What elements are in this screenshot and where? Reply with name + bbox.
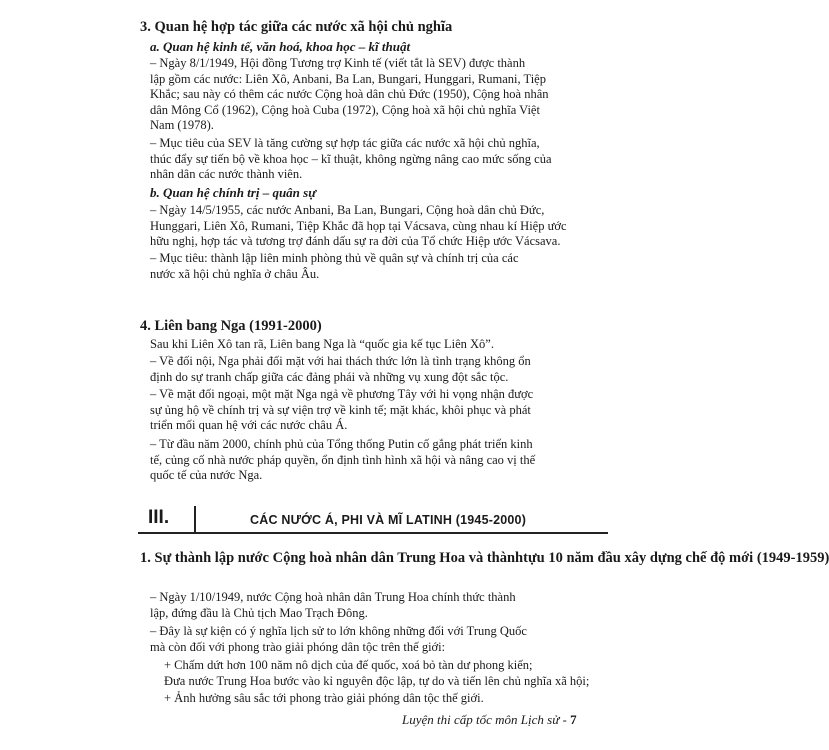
text-line: – Về đối nội, Nga phải đối mặt với hai thách thức lớn là tình trạng không ổn bbox=[150, 354, 531, 368]
section-title: CÁC NƯỚC Á, PHI VÀ MĨ LATINH (1945-2000) bbox=[250, 513, 527, 527]
paragraph-russia-intro bbox=[140, 337, 630, 353]
section-divider bbox=[194, 506, 196, 532]
text-line: quốc tế của nước Nga. bbox=[150, 468, 263, 483]
paragraph-russia-foreign bbox=[140, 387, 630, 434]
text-line: thúc đẩy sự tiến bộ về khoa học – kĩ thuật, không ngừng nâng cao mức sống của bbox=[150, 151, 552, 166]
subheading-political: b. Quan hệ chính trị – quân sự bbox=[150, 185, 317, 200]
text-line: Đưa nước Trung Hoa bước vào kỉ nguyên độc lập, tự do và tiến lên chủ nghĩa xã hội; bbox=[164, 673, 590, 688]
heading-cooperation: 3. Quan hệ hợp tác giữa các nước xã hội chủ nghĩa bbox=[140, 19, 453, 35]
text-line: – Đây là sự kiện có ý nghĩa lịch sử to lớn không những đối với Trung Quốc bbox=[150, 624, 527, 638]
bullet-end-domination bbox=[140, 658, 644, 689]
text-line: triển mối quan hệ với các nước châu Á. bbox=[150, 418, 348, 433]
paragraph-russia-domestic bbox=[140, 354, 630, 385]
bullet-influence bbox=[140, 691, 644, 707]
text-line: Sau khi Liên Xô tan rã, Liên bang Nga là “quốc gia kế tục Liên Xô”. bbox=[150, 337, 494, 351]
page-footer bbox=[402, 712, 577, 728]
section-number: III. bbox=[148, 507, 170, 528]
text-line: nước xã hội chủ nghĩa ở châu Âu. bbox=[150, 266, 320, 281]
text-line: – Ngày 14/5/1955, các nước Anbani, Ba Lan, Bungari, Cộng hoà dân chủ Đức, bbox=[150, 203, 545, 217]
text-line: lập, đứng đầu là Chủ tịch Mao Trạch Đông. bbox=[150, 605, 368, 620]
text-line: tế, củng cố nhà nước pháp quyền, ổn định tình hình xã hội và nâng cao vị thế bbox=[150, 452, 536, 467]
text-line: + Chấm dứt hơn 100 năm nô dịch của đế quốc, xoá bỏ tàn dư phong kiến; bbox=[164, 658, 533, 672]
text-line: – Từ đầu năm 2000, chính phủ của Tổng thống Putin cố gắng phát triển kinh bbox=[150, 437, 533, 451]
page-number: 7 bbox=[570, 712, 577, 727]
text-line: định do sự tranh chấp giữa các đảng phái và những vụ xung đột sắc tộc. bbox=[150, 369, 509, 384]
text-line: 1. Sự thành lập nước Cộng hoà nhân dân Trung Hoa và thành bbox=[140, 550, 524, 566]
paragraph-sev-founding bbox=[140, 56, 630, 134]
section-rule bbox=[138, 532, 608, 534]
text-line: + Ảnh hưởng sâu sắc tới phong trào giải phóng dân tộc thế giới. bbox=[164, 691, 484, 705]
footer-book-title: Luyện thi cấp tốc môn Lịch sử - bbox=[402, 712, 571, 727]
text-line: nhân dân các nước thành viên. bbox=[150, 167, 303, 182]
text-line: Nam (1978). bbox=[150, 118, 214, 133]
text-line: – Về mặt đối ngoại, một mặt Nga ngả về phương Tây với hi vọng nhận được bbox=[150, 387, 534, 401]
paragraph-prc-founding bbox=[140, 590, 630, 621]
text-line: sự ủng hộ về chính trị và sự viện trợ về kinh tế; mặt khác, khôi phục và phát bbox=[150, 402, 531, 417]
text-line: Hunggari, Liên Xô, Rumani, Tiệp Khắc đã họp tại Vácsava, cùng nhau kí Hiệp ước bbox=[150, 218, 567, 233]
text-line: mà còn đối với phong trào giải phóng dân tộc trên thế giới: bbox=[150, 639, 446, 654]
text-line: Khắc; sau này có thêm các nước Cộng hoà dân chủ Đức (1950), Cộng hoà nhân bbox=[150, 87, 549, 102]
paragraph-russia-putin bbox=[140, 437, 630, 484]
paragraph-warsaw-pact bbox=[140, 203, 630, 250]
heading-russia: 4. Liên bang Nga (1991-2000) bbox=[140, 318, 322, 334]
text-line: lập gồm các nước: Liên Xô, Anbani, Ba Lan, Bungari, Hunggari, Rumani, Tiệp bbox=[150, 71, 546, 86]
paragraph-prc-significance bbox=[140, 624, 630, 655]
text-line: – Mục tiêu: thành lập liên minh phòng thủ về quân sự và chính trị của các bbox=[150, 251, 519, 265]
heading-china bbox=[140, 549, 829, 568]
text-line: – Ngày 1/10/1949, nước Cộng hoà nhân dân Trung Hoa chính thức thành bbox=[150, 590, 516, 604]
text-line: – Mục tiêu của SEV là tăng cường sự hợp tác giữa các nước xã hội chủ nghĩa, bbox=[150, 136, 540, 150]
subheading-economic: a. Quan hệ kinh tế, văn hoá, khoa học – kĩ thuật bbox=[150, 39, 411, 54]
text-line: hữu nghị, hợp tác và tương trợ đánh dấu sự ra đời của Tổ chức Hiệp ước Vácsava. bbox=[150, 234, 561, 249]
paragraph-warsaw-goal bbox=[140, 251, 630, 282]
text-line: tựu 10 năm đầu xây dựng chế độ mới (1949-1959) bbox=[523, 550, 829, 566]
text-line: dân Mông Cổ (1962), Cộng hoà Cuba (1972), Cộng hoà xã hội chủ nghĩa Việt bbox=[150, 102, 540, 117]
section-header bbox=[138, 502, 608, 538]
text-line: – Ngày 8/1/1949, Hội đồng Tương trợ Kinh tế (viết tắt là SEV) được thành bbox=[150, 56, 526, 70]
paragraph-sev-goal bbox=[140, 136, 630, 183]
